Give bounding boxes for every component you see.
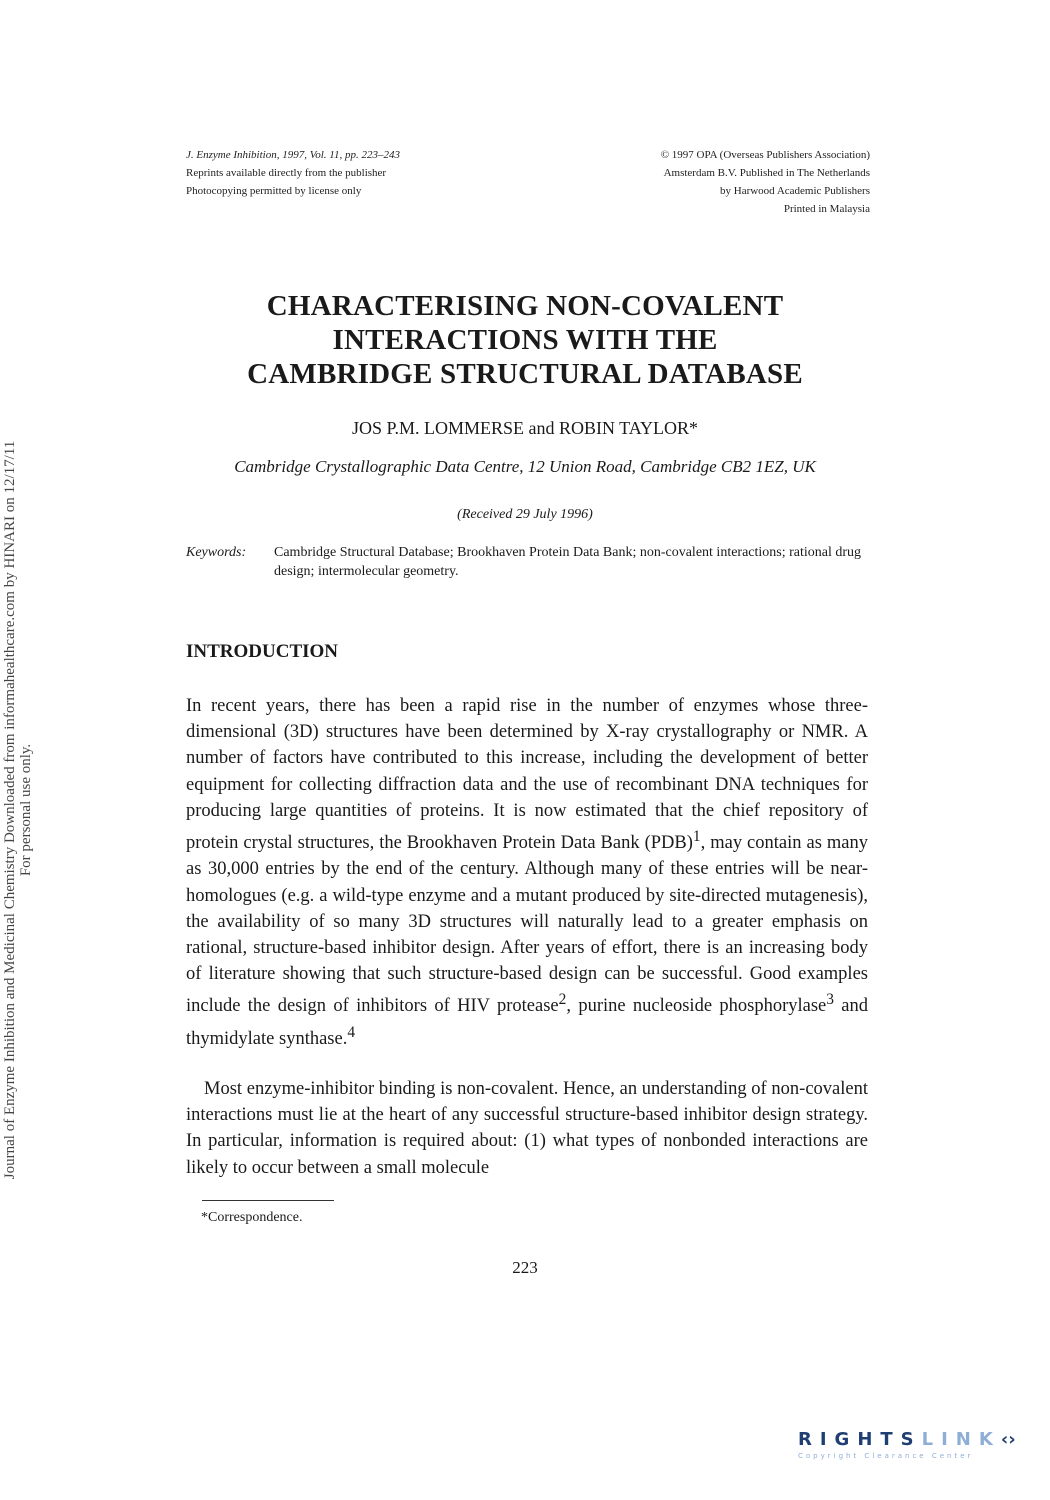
logo-text-light: LINK (921, 1429, 1001, 1450)
section-heading: INTRODUCTION (186, 641, 339, 662)
download-watermark (2, 310, 34, 1310)
keywords-label: Keywords: (186, 545, 247, 560)
keywords (186, 543, 876, 581)
title-line: CAMBRIDGE STRUCTURAL DATABASE (247, 358, 803, 390)
watermark-line: For personal use only. (18, 743, 34, 877)
page-number: 223 (512, 1258, 538, 1277)
article-title (130, 289, 920, 391)
paragraph-text: In recent years, there has been a rapid rise in the number of enzymes whose three-dimensional (3D) structures have been determined by X-ray crystallography or NMR. A number of factors have contributed to this increase, including the development of better equipment for collecting diffraction data and the use of recombinant DNA techniques for producing large quantities of proteins. It is now estimated that the chief repository of protein crystal structures, the Brookhaven Protein Data Bank (PDB) (186, 696, 868, 854)
citation-line: J. Enzyme Inhibition, 1997, Vol. 11, pp. 223–243 (186, 149, 400, 161)
logo-mark-icon: ‹› (1000, 1429, 1016, 1450)
publisher-line: Amsterdam B.V. Published in The Netherlands (663, 167, 870, 179)
citation-line: Reprints available directly from the publisher (186, 167, 387, 179)
citation-ref: 1 (692, 828, 701, 846)
publisher-line: © 1997 OPA (Overseas Publishers Association) (660, 149, 870, 161)
watermark-line: Journal of Enzyme Inhibition and Medicinal Chemistry Downloaded from informahealthcare.com by HINARI on 12/17/11 (2, 440, 18, 1180)
authors: JOS P.M. LOMMERSE and ROBIN TAYLOR* (351, 418, 699, 438)
publisher-notice (540, 146, 870, 218)
logo-subtitle: Copyright Clearance Center (798, 1452, 974, 1460)
footnote-divider (202, 1200, 334, 1201)
footnote: *Correspondence. (201, 1210, 303, 1225)
citation-ref: 2 (558, 991, 567, 1009)
citation-ref: 4 (347, 1023, 356, 1041)
citation-line: Photocopying permitted by license only (186, 185, 362, 197)
title-line: CHARACTERISING NON-COVALENT (266, 290, 784, 322)
title-line: INTERACTIONS WITH THE (332, 324, 718, 356)
paragraph-text: , may contain as many as 30,000 entries by the end of the century. Although many of these entries will be near-homologues (e.g. a wild-type enzyme and a mutant produced by site-directed mutagenesis), the availability of so many 3D structures will naturally lead to a greater emphasis on rational, structure-based inhibitor design. After years of effort, there is an increasing body of literature showing that such structure-based design can be successful. Good examples include the design of inhibitors of HIV protease (186, 833, 868, 1017)
logo-text-dark: RIGHTS (798, 1429, 922, 1450)
keywords-text: Cambridge Structural Database; Brookhaven Protein Data Bank; non-covalent interactions; rational drug design; intermolecular geometry. (274, 545, 862, 579)
paragraph-text: , purine nucleoside phosphorylase (566, 996, 827, 1017)
publisher-line: by Harwood Academic Publishers (720, 185, 870, 197)
publisher-line: Printed in Malaysia (783, 203, 870, 215)
journal-citation (186, 146, 526, 200)
intro-paragraph-1 (186, 693, 868, 1052)
paragraph-text: and thymidylate synthase. (186, 996, 869, 1049)
intro-paragraph-2: Most enzyme-inhibitor binding is non-covalent. Hence, an understanding of non-covalent interactions must lie at the heart of any successful structure-based inhibitor design strategy. In particular, information is required about: (1) what types of nonbonded interactions are likely to occur between a small molecule (186, 1079, 868, 1178)
received-date: (Received 29 July 1996) (457, 507, 593, 522)
rightslink-logo (798, 1429, 1028, 1469)
affiliation: Cambridge Crystallographic Data Centre, 12 Union Road, Cambridge CB2 1EZ, UK (234, 457, 816, 476)
citation-ref: 3 (826, 991, 834, 1009)
